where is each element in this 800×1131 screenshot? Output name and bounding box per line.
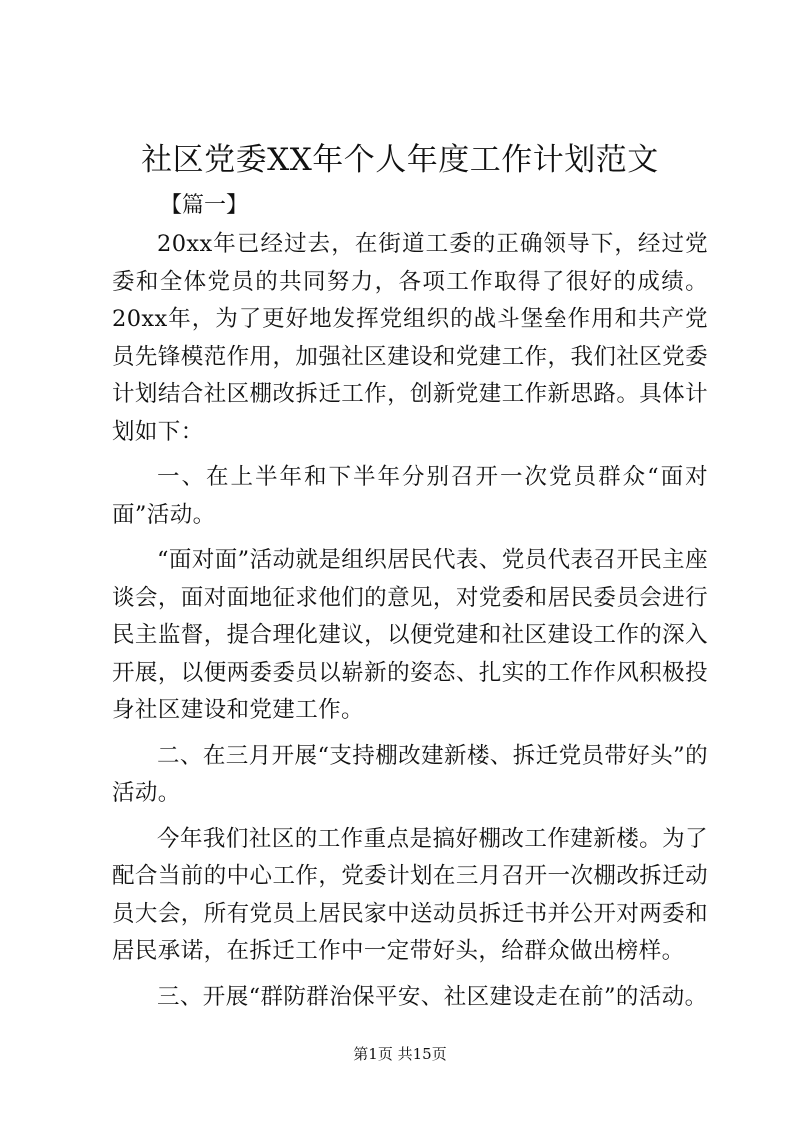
paragraph-intro: 20xx年已经过去，在街道工委的正确领导下，经过党委和全体党员的共同努力，各项工作取得了很好的成绩。20xx年，为了更好地发挥党组织的战斗堡垒作用和共产党员先锋模范作用，加强社区建设和党建工作，我们社区党委计划结合社区棚改拆迁工作，创新党建工作新思路。具体计划如下： xyxy=(112,231,708,445)
page-indicator: 第1页 共15页 xyxy=(353,1045,447,1063)
paragraph-item-two-heading: 二、在三月开展“支持棚改建新楼、拆迁党员带好头”的活动。 xyxy=(112,742,708,806)
paragraph-item-three-heading: 三、开展“群防群治保平安、社区建设走在前”的活动。 xyxy=(157,983,708,1010)
section-label: 【篇一】 xyxy=(160,193,249,218)
paragraph-item-one-body: “面对面”活动就是组织居民代表、党员代表召开民主座谈会，面对面地征求他们的意见，对党委和居民委员会进行民主监督，提合理化建议，以便党建和社区建设工作的深入开展，以便两委委员以崭新的姿态、扎实的工作作风积极投身社区建设和党建工作。 xyxy=(112,547,708,723)
paragraph-item-two-body: 今年我们社区的工作重点是搞好棚改工作建新楼。为了配合当前的中心工作，党委计划在三月召开一次棚改拆迁动员大会，所有党员上居民家中送动员拆迁书并公开对两委和居民承诺，在拆迁工作中一定带好头，给群众做出榜样。 xyxy=(112,825,708,964)
document-title: 社区党委XX年个人年度工作计划范文 xyxy=(141,142,659,178)
paragraph-item-one-heading: 一、在上半年和下半年分别召开一次党员群众“面对面”活动。 xyxy=(112,464,708,528)
document-body xyxy=(112,226,708,1024)
